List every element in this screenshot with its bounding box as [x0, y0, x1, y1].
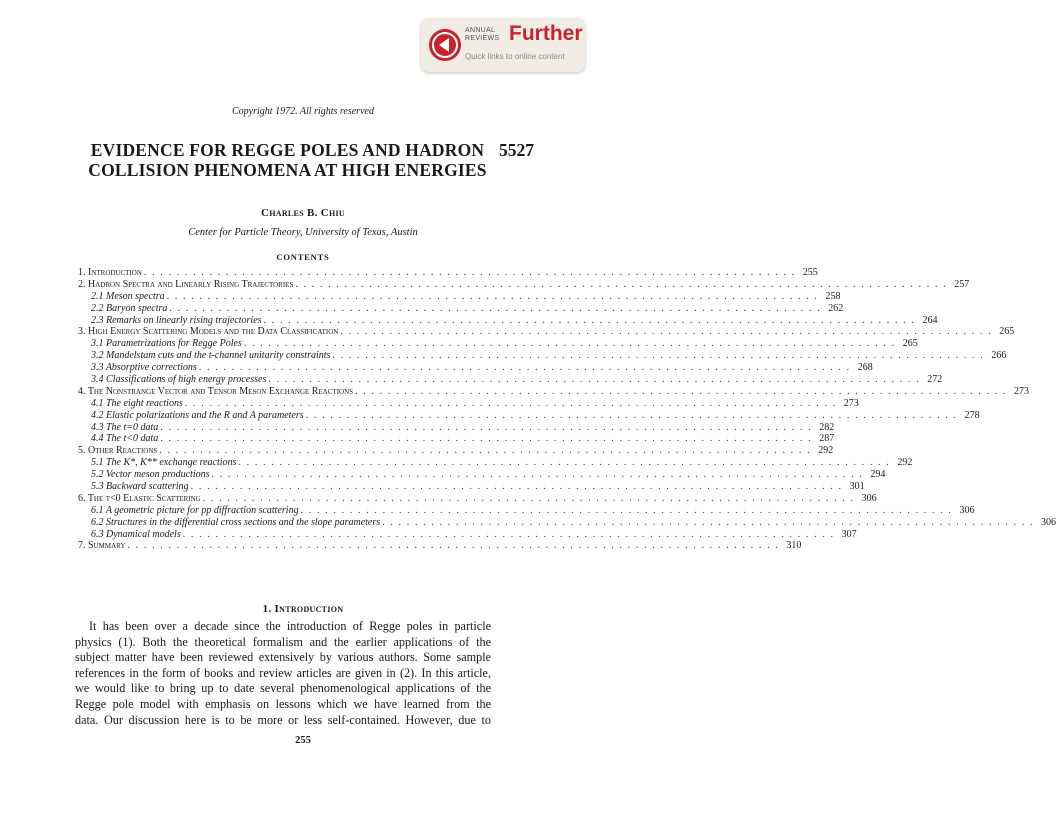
toc-entry-label: 5.2 Vector meson productions — [91, 469, 210, 481]
table-of-contents — [78, 267, 1056, 552]
body-line: It has been over a decade since the introduction of Regge poles in particle — [89, 619, 491, 633]
toc-leader-dots: . . . . . . . . . . . . . . . . . . . . . . . . . . . . . . . . . . . . . . . . . . . . . . . . . . . . . . . . . . . . . . . . . . . . . . . . . . . . . . . . — [238, 457, 891, 469]
toc-entry-label: 5.1 The K*, K** exchange reactions — [91, 457, 237, 469]
toc-entry-label: 2.3 Remarks on linearly rising trajectories — [91, 314, 262, 326]
body-line: physics (1). Both the theoretical formalism and the earlier applications of the — [75, 634, 491, 649]
further-badge[interactable] — [421, 18, 585, 72]
toc-entry[interactable] — [78, 516, 1056, 529]
toc-leader-dots: . . . . . . . . . . . . . . . . . . . . . . . . . . . . . . . . . . . . . . . . . . . . . . . . . . . . . . . . . . . . . . . . . . . . . . . . . . . . . . . . — [182, 528, 835, 540]
toc-entry-page: 306 — [959, 504, 975, 516]
toc-entry-page: 262 — [828, 302, 844, 314]
toc-entry-page: 292 — [818, 445, 834, 457]
toc-entry-page: 306 — [861, 492, 877, 504]
toc-entry[interactable] — [78, 374, 943, 386]
toc-leader-dots: . . . . . . . . . . . . . . . . . . . . . . . . . . . . . . . . . . . . . . . . . . . . . . . . . . . . . . . . . . . . . . . . . . . . . . . . . . . . . . . . — [160, 433, 813, 445]
toc-entry[interactable] — [78, 302, 844, 315]
toc-entry-page: 257 — [954, 278, 970, 290]
toc-entry-label: 7. Summary — [78, 540, 126, 552]
toc-entry-label: 6. The t<0 Elastic Scattering — [78, 492, 201, 504]
toc-leader-dots: . . . . . . . . . . . . . . . . . . . . . . . . . . . . . . . . . . . . . . . . . . . . . . . . . . . . . . . . . . . . . . . . . . . . . . . . . . . . . . . . — [159, 445, 812, 457]
toc-entry-label: 5.3 Backward scattering — [91, 481, 189, 493]
copyright-line: Copyright 1972. All rights reserved — [232, 106, 374, 117]
toc-entry-page: 255 — [802, 267, 818, 278]
toc-leader-dots: . . . . . . . . . . . . . . . . . . . . . . . . . . . . . . . . . . . . . . . . . . . . . . . . . . . . . . . . . . . . . . . . . . . . . . . . . . . . . . . . — [127, 540, 780, 552]
toc-entry[interactable] — [78, 290, 841, 303]
article-title: EVIDENCE FOR REGGE POLES AND HADRON COLLISION PHENOMENA AT HIGH ENERGIES — [88, 140, 487, 180]
toc-entry-label: 4.1 The eight reactions — [91, 397, 183, 409]
toc-entry-page: 273 — [1013, 385, 1029, 397]
toc-leader-dots: . . . . . . . . . . . . . . . . . . . . . . . . . . . . . . . . . . . . . . . . . . . . . . . . . . . . . . . . . . . . . . . . . . . . . . . . . . . . . . . . — [332, 350, 985, 362]
toc-entry-page: 273 — [843, 397, 859, 409]
toc-entry[interactable] — [78, 457, 913, 469]
toc-entry-label: 3.3 Absorptive corrections — [91, 362, 197, 374]
badge-line2: REVIEWS — [465, 35, 500, 42]
toc-entry-page: 282 — [819, 421, 835, 433]
toc-entry-page: 268 — [857, 362, 873, 374]
body-line: subject matter have been reviewed extensively by various authors. Some sample — [75, 650, 491, 665]
toc-entry[interactable] — [78, 421, 835, 434]
toc-entry-page: 287 — [819, 433, 835, 445]
toc-entry[interactable] — [78, 433, 835, 445]
toc-entry[interactable] — [78, 409, 980, 422]
toc-entry-label: 2.2 Baryon spectra — [91, 302, 168, 314]
toc-entry-label: 4.4 The t<0 data — [91, 433, 159, 445]
badge-subtitle: Quick links to online content — [465, 52, 565, 61]
body-line: references in the form of books and review articles are given in (2). In this article, — [75, 665, 491, 680]
toc-leader-dots: . . . . . . . . . . . . . . . . . . . . . . . . . . . . . . . . . . . . . . . . . . . . . . . . . . . . . . . . . . . . . . . . . . . . . . . . . . . . . . . . — [340, 326, 993, 338]
toc-entry-label: 4. The Nonstrange Vector and Tensor Meson Exchange Reactions — [78, 385, 354, 397]
body-line: Regge pole model with emphasis on lessons which we have learned from the — [75, 696, 491, 711]
toc-entry-label: 6.3 Dynamical models — [91, 528, 181, 540]
toc-entry-page: 307 — [841, 528, 857, 540]
toc-entry-page: 266 — [991, 350, 1007, 362]
toc-leader-dots: . . . . . . . . . . . . . . . . . . . . . . . . . . . . . . . . . . . . . . . . . . . . . . . . . . . . . . . . . . . . . . . . . . . . . . . . . . . . . . . . — [160, 421, 813, 433]
toc-leader-dots: . . . . . . . . . . . . . . . . . . . . . . . . . . . . . . . . . . . . . . . . . . . . . . . . . . . . . . . . . . . . . . . . . . . . . . . . . . . . . . . . — [166, 290, 819, 302]
toc-entry-label: 4.2 Elastic polarizations and the R and A parameters — [91, 409, 304, 421]
toc-entry[interactable] — [78, 445, 834, 457]
toc-entry[interactable] — [78, 267, 818, 279]
toc-entry[interactable] — [78, 314, 938, 327]
toc-entry[interactable] — [78, 481, 865, 493]
toc-leader-dots: . . . . . . . . . . . . . . . . . . . . . . . . . . . . . . . . . . . . . . . . . . . . . . . . . . . . . . . . . . . . . . . . . . . . . . . . . . . . . . . . — [243, 338, 896, 350]
toc-entry[interactable] — [78, 350, 1007, 362]
toc-entry-label: 1. Introduction — [78, 267, 142, 278]
toc-entry[interactable] — [78, 326, 1015, 338]
toc-entry-label: 2.1 Meson spectra — [91, 290, 165, 302]
toc-entry-label: 3.4 Classifications of high energy processes — [91, 374, 267, 386]
toc-entry-label: 5. Other Reactions — [78, 445, 158, 457]
page-number: 255 — [295, 735, 311, 746]
badge-brand: Further — [509, 22, 583, 45]
body-paragraph — [75, 619, 491, 728]
toc-entry[interactable] — [78, 278, 970, 291]
toc-entry-label: 3.2 Mandelstam cuts and the t-channel unitarity constraints — [91, 350, 331, 362]
toc-leader-dots: . . . . . . . . . . . . . . . . . . . . . . . . . . . . . . . . . . . . . . . . . . . . . . . . . . . . . . . . . . . . . . . . . . . . . . . . . . . . . . . . — [202, 492, 855, 504]
contents-heading: CONTENTS — [276, 252, 330, 262]
toc-entry-page: 310 — [786, 540, 802, 552]
toc-entry[interactable] — [78, 362, 873, 374]
toc-entry-label: 6.1 A geometric picture for pp diffraction scattering — [91, 504, 299, 516]
toc-leader-dots: . . . . . . . . . . . . . . . . . . . . . . . . . . . . . . . . . . . . . . . . . . . . . . . . . . . . . . . . . . . . . . . . . . . . . . . . . . . . . . . . — [268, 374, 921, 386]
toc-entry-page: 292 — [897, 457, 913, 469]
body-line: we would like to bring up to date several phenomenological applications of the — [75, 681, 491, 696]
author-name: Charles B. Chiu — [261, 207, 345, 219]
toc-entry-label: 6.2 Structures in the differential cross sections and the slope parameters — [91, 516, 381, 528]
toc-entry-label: 3.1 Parametrizations for Regge Poles — [91, 338, 242, 350]
toc-leader-dots: . . . . . . . . . . . . . . . . . . . . . . . . . . . . . . . . . . . . . . . . . . . . . . . . . . . . . . . . . . . . . . . . . . . . . . . . . . . . . . . . — [382, 516, 1035, 528]
toc-entry-page: 294 — [870, 469, 886, 481]
toc-entry-page: 265 — [902, 338, 918, 350]
toc-entry[interactable] — [78, 492, 877, 505]
author-affiliation: Center for Particle Theory, University of Texas, Austin — [188, 227, 418, 238]
toc-entry-page: 301 — [849, 481, 865, 493]
toc-leader-dots: . . . . . . . . . . . . . . . . . . . . . . . . . . . . . . . . . . . . . . . . . . . . . . . . . . . . . . . . . . . . . . . . . . . . . . . . . . . . . . . . — [300, 504, 953, 516]
toc-entry[interactable] — [78, 528, 857, 541]
toc-leader-dots: . . . . . . . . . . . . . . . . . . . . . . . . . . . . . . . . . . . . . . . . . . . . . . . . . . . . . . . . . . . . . . . . . . . . . . . . . . . . . . . . — [143, 267, 796, 278]
toc-leader-dots: . . . . . . . . . . . . . . . . . . . . . . . . . . . . . . . . . . . . . . . . . . . . . . . . . . . . . . . . . . . . . . . . . . . . . . . . . . . . . . . . — [198, 362, 851, 374]
toc-entry-page: 306 — [1041, 516, 1056, 528]
body-line: data. Our discussion here is to be more or less self-contained. However, due to — [75, 712, 491, 727]
toc-entry[interactable] — [78, 338, 918, 350]
section-heading: 1. Introduction — [262, 603, 344, 615]
toc-entry[interactable] — [78, 385, 1029, 398]
badge-line1: ANNUAL — [465, 27, 496, 34]
toc-entry[interactable] — [78, 397, 859, 410]
toc-entry-page: 258 — [825, 290, 841, 302]
toc-leader-dots: . . . . . . . . . . . . . . . . . . . . . . . . . . . . . . . . . . . . . . . . . . . . . . . . . . . . . . . . . . . . . . . . . . . . . . . . . . . . . . . . — [169, 302, 822, 314]
toc-entry[interactable] — [78, 504, 975, 517]
toc-entry-label: 3. High Energy Scattering Models and the Data Classification — [78, 326, 339, 338]
toc-entry-page: 278 — [964, 409, 980, 421]
toc-leader-dots: . . . . . . . . . . . . . . . . . . . . . . . . . . . . . . . . . . . . . . . . . . . . . . . . . . . . . . . . . . . . . . . . . . . . . . . . . . . . . . . . — [211, 469, 864, 481]
toc-leader-dots: . . . . . . . . . . . . . . . . . . . . . . . . . . . . . . . . . . . . . . . . . . . . . . . . . . . . . . . . . . . . . . . . . . . . . . . . . . . . . . . . — [184, 397, 837, 409]
article-number: 5527 — [499, 140, 534, 160]
toc-leader-dots: . . . . . . . . . . . . . . . . . . . . . . . . . . . . . . . . . . . . . . . . . . . . . . . . . . . . . . . . . . . . . . . . . . . . . . . . . . . . . . . . — [190, 481, 843, 493]
toc-entry-page: 272 — [927, 374, 943, 386]
toc-entry-page: 264 — [922, 314, 938, 326]
toc-leader-dots: . . . . . . . . . . . . . . . . . . . . . . . . . . . . . . . . . . . . . . . . . . . . . . . . . . . . . . . . . . . . . . . . . . . . . . . . . . . . . . . . — [355, 385, 1007, 397]
toc-entry[interactable] — [78, 469, 886, 481]
toc-entry-label: 4.3 The t=0 data — [91, 421, 159, 433]
play-back-icon — [429, 29, 461, 61]
badge-publisher — [465, 27, 499, 43]
toc-entry-page: 265 — [999, 326, 1015, 338]
toc-leader-dots: . . . . . . . . . . . . . . . . . . . . . . . . . . . . . . . . . . . . . . . . . . . . . . . . . . . . . . . . . . . . . . . . . . . . . . . . . . . . . . . . — [295, 278, 948, 290]
toc-leader-dots: . . . . . . . . . . . . . . . . . . . . . . . . . . . . . . . . . . . . . . . . . . . . . . . . . . . . . . . . . . . . . . . . . . . . . . . . . . . . . . . . — [263, 314, 916, 326]
toc-entry-label: 2. Hadron Spectra and Linearly Rising Trajectories — [78, 278, 294, 290]
toc-leader-dots: . . . . . . . . . . . . . . . . . . . . . . . . . . . . . . . . . . . . . . . . . . . . . . . . . . . . . . . . . . . . . . . . . . . . . . . . . . . . . . . . — [305, 409, 958, 421]
toc-entry[interactable] — [78, 540, 802, 552]
